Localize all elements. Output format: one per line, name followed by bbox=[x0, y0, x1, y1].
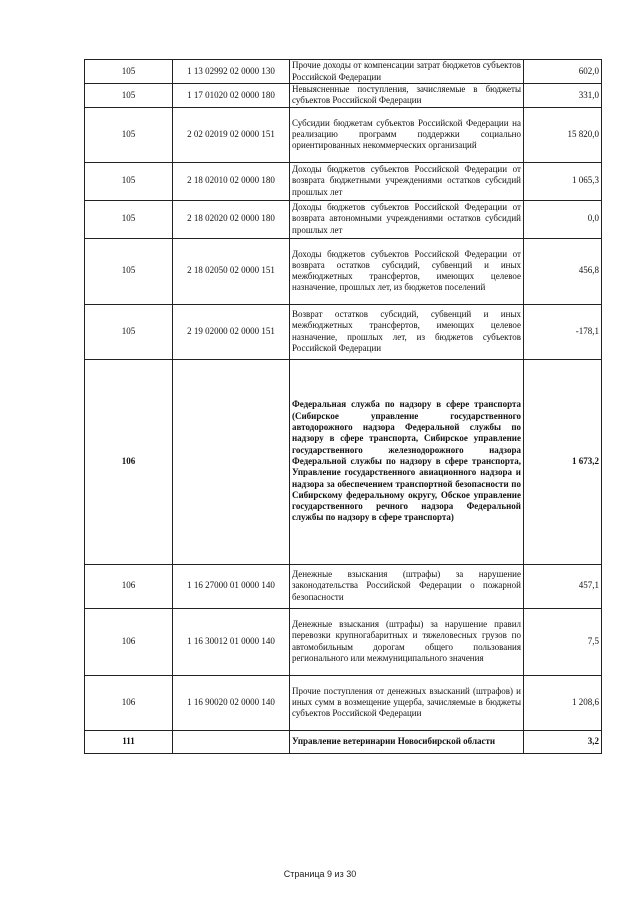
budget-code-cell: 2 02 02019 02 0000 151 bbox=[173, 107, 290, 162]
revenue-name-cell: Денежные взыскания (штрафы) за нарушение правил перевозки крупногабаритных и тяжеловесных грузов по автомобильным дорогам общего пользования регионального или межмуниципального значения bbox=[290, 608, 524, 675]
page-footer: Страница 9 из 30 bbox=[283, 869, 357, 879]
amount-cell: 602,0 bbox=[524, 60, 602, 84]
admin-code-cell: 105 bbox=[85, 107, 173, 162]
table-row bbox=[85, 675, 602, 730]
revenue-name-cell: Субсидии бюджетам субъектов Российской Федерации на реализацию программ поддержки социально ориентированных некоммерческих организаций bbox=[290, 107, 524, 162]
amount-cell: 7,5 bbox=[524, 608, 602, 675]
revenue-table bbox=[84, 59, 602, 754]
revenue-table-body bbox=[85, 60, 602, 754]
amount-cell: 1 065,3 bbox=[524, 162, 602, 200]
budget-code-cell: 1 17 01020 02 0000 180 bbox=[173, 84, 290, 108]
amount-cell: 1 673,2 bbox=[524, 359, 602, 564]
revenue-name-cell: Доходы бюджетов субъектов Российской Федерации от возврата автономными учреждениями остатков субсидий прошлых лет bbox=[290, 200, 524, 238]
admin-code-cell: 105 bbox=[85, 200, 173, 238]
admin-code-cell: 106 bbox=[85, 564, 173, 608]
amount-cell: -178,1 bbox=[524, 304, 602, 359]
revenue-name-cell: Возврат остатков субсидий, субвенций и иных межбюджетных трансфертов, имеющих целевое назначение, прошлых лет, из бюджетов субъектов Российской Федерации bbox=[290, 304, 524, 359]
table-row bbox=[85, 608, 602, 675]
amount-cell: 331,0 bbox=[524, 84, 602, 108]
table-row bbox=[85, 107, 602, 162]
amount-cell: 0,0 bbox=[524, 200, 602, 238]
admin-code-cell: 106 bbox=[85, 675, 173, 730]
budget-code-cell: 1 16 30012 01 0000 140 bbox=[173, 608, 290, 675]
table-row bbox=[85, 200, 602, 238]
amount-cell: 1 208,6 bbox=[524, 675, 602, 730]
table-row bbox=[85, 564, 602, 608]
table-row bbox=[85, 162, 602, 200]
amount-cell: 15 820,0 bbox=[524, 107, 602, 162]
amount-cell: 457,1 bbox=[524, 564, 602, 608]
revenue-name-cell: Доходы бюджетов субъектов Российской Федерации от возврата остатков субсидий, субвенций и иных межбюджетных трансфертов, имеющих целевое назначение, прошлых лет, из бюджетов поселений bbox=[290, 238, 524, 304]
admin-code-cell: 105 bbox=[85, 304, 173, 359]
budget-code-cell: 2 18 02050 02 0000 151 bbox=[173, 238, 290, 304]
admin-code-cell: 105 bbox=[85, 60, 173, 84]
revenue-name-cell: Невыясненные поступления, зачисляемые в бюджеты субъектов Российской Федерации bbox=[290, 84, 524, 108]
budget-code-cell: 2 19 02000 02 0000 151 bbox=[173, 304, 290, 359]
table-row bbox=[85, 304, 602, 359]
admin-code-cell: 105 bbox=[85, 84, 173, 108]
revenue-name-cell: Доходы бюджетов субъектов Российской Федерации от возврата бюджетными учреждениями остатков субсидий прошлых лет bbox=[290, 162, 524, 200]
budget-code-cell bbox=[173, 730, 290, 753]
table-row bbox=[85, 359, 602, 564]
admin-code-cell: 106 bbox=[85, 359, 173, 564]
budget-code-cell: 1 16 27000 01 0000 140 bbox=[173, 564, 290, 608]
budget-code-cell: 2 18 02020 02 0000 180 bbox=[173, 200, 290, 238]
budget-code-cell: 1 16 90020 02 0000 140 bbox=[173, 675, 290, 730]
admin-code-cell: 111 bbox=[85, 730, 173, 753]
table-row bbox=[85, 730, 602, 753]
table-row bbox=[85, 84, 602, 108]
table-row bbox=[85, 238, 602, 304]
budget-code-cell: 2 18 02010 02 0000 180 bbox=[173, 162, 290, 200]
revenue-name-cell: Прочие доходы от компенсации затрат бюджетов субъектов Российской Федерации bbox=[290, 60, 524, 84]
revenue-name-cell: Прочие поступления от денежных взысканий (штрафов) и иных сумм в возмещение ущерба, зачисляемые в бюджеты субъектов Российской Федерации bbox=[290, 675, 524, 730]
admin-code-cell: 105 bbox=[85, 162, 173, 200]
admin-code-cell: 105 bbox=[85, 238, 173, 304]
amount-cell: 3,2 bbox=[524, 730, 602, 753]
budget-code-cell bbox=[173, 359, 290, 564]
amount-cell: 456,8 bbox=[524, 238, 602, 304]
revenue-name-cell: Управление ветеринарии Новосибирской области bbox=[290, 730, 524, 753]
admin-code-cell: 106 bbox=[85, 608, 173, 675]
revenue-name-cell: Денежные взыскания (штрафы) за нарушение законодательства Российской Федерации о пожарной безопасности bbox=[290, 564, 524, 608]
revenue-name-cell: Федеральная служба по надзору в сфере транспорта (Сибирское управление государственного автодорожного надзора Федеральной службы по надзору в сфере транспорта, Сибирское управление государственного железнодорожного надзора Федеральной службы по надзору в сфере транспорта, Управление государственного авиационного надзора и надзора за обеспечением транспортной безопасности по Сибирскому федеральному округу, Обское управление государственного речного надзора Федеральной службы по надзору в сфере транспорта) bbox=[290, 359, 524, 564]
table-row bbox=[85, 60, 602, 84]
budget-code-cell: 1 13 02992 02 0000 130 bbox=[173, 60, 290, 84]
